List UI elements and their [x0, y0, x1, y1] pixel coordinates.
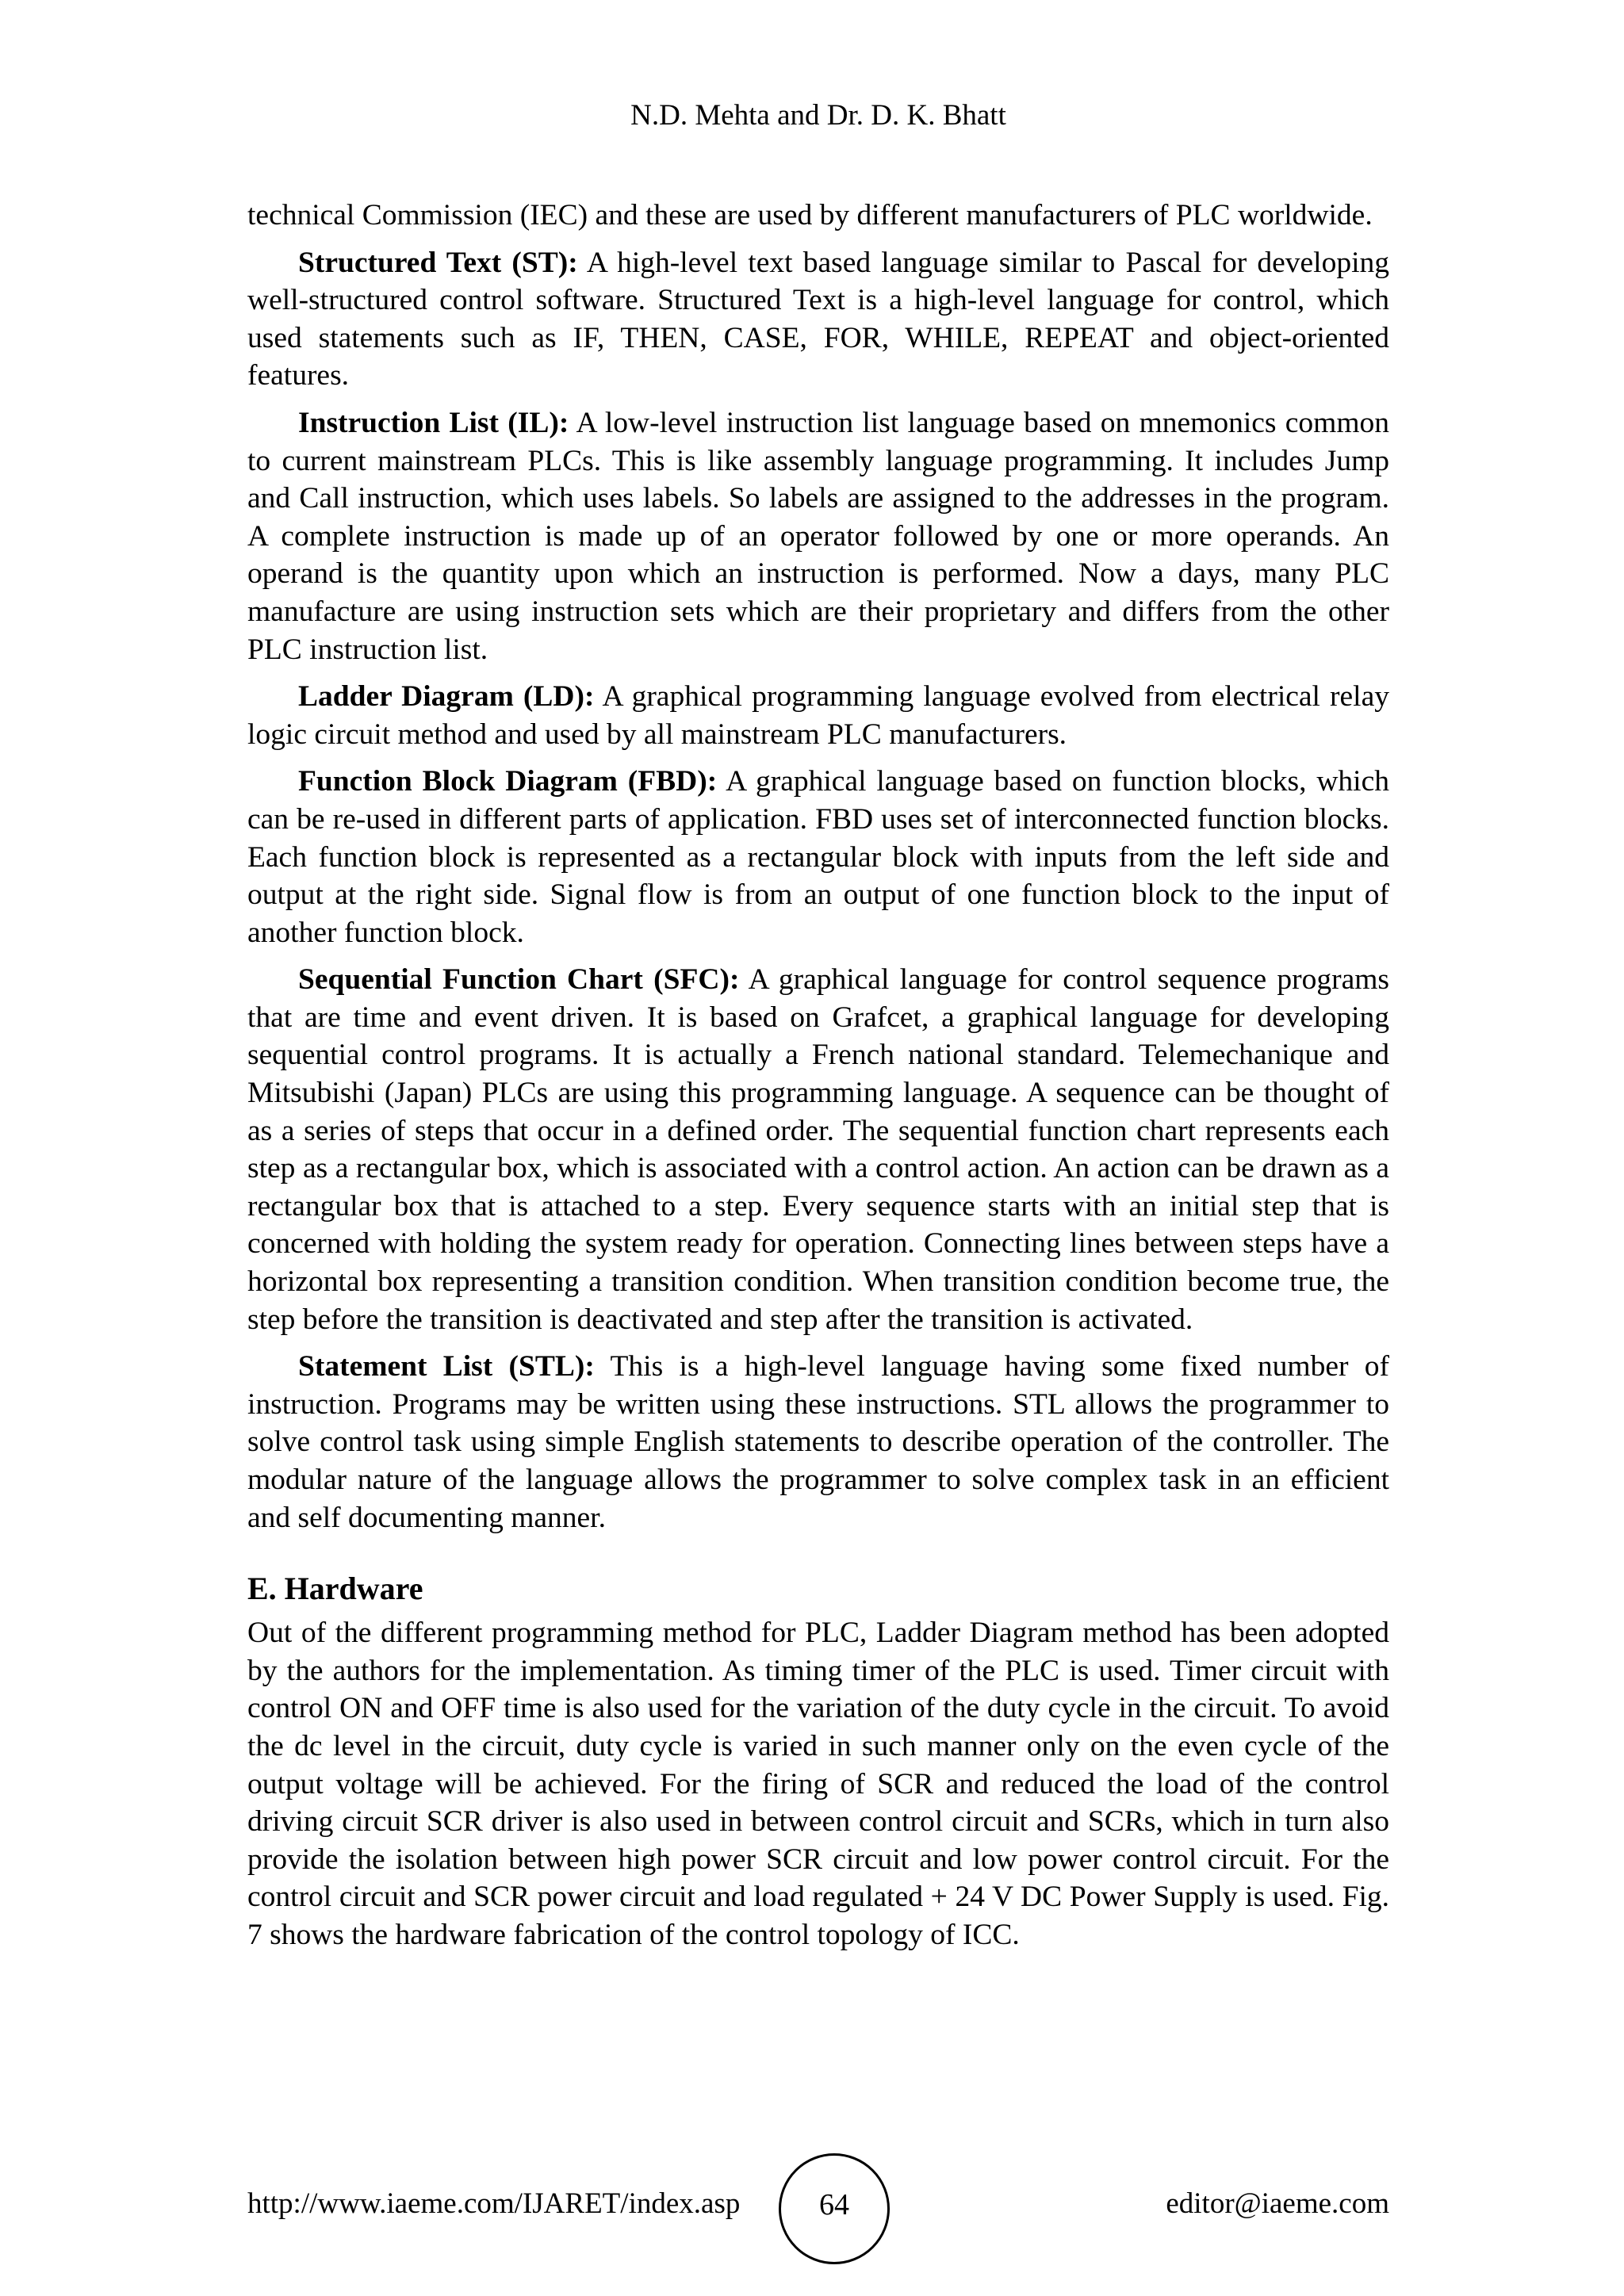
paragraph-hardware: Out of the different programming method for PLC, Ladder Diagram method has been adopted by the authors for the implementation. As timing timer of the PLC is used. Timer circuit with control ON and OFF time is also used for the variation of the duty cycle in the circuit. To avoid the dc level in the circuit, duty cycle is varied in such manner only on the even cycle of the output voltage will be achieved. For the firing of SCR and reduced the load of the control driving circuit SCR driver is also used in between control circuit and SCRs, which in turn also provide the isolation between high power SCR circuit and low power control circuit. For the control circuit and SCR power circuit and load regulated + 24 V DC Power Supply is used. Fig. 7 shows the hardware fabrication of the control topology of ICC. [247, 1617, 1389, 1951]
term-function-block-diagram: Function Block Diagram (FBD): [298, 765, 718, 798]
paragraph-instruction-list [247, 404, 1389, 668]
term-ladder-diagram: Ladder Diagram (LD): [298, 680, 595, 714]
paragraph-statement-list [247, 1348, 1389, 1536]
section-heading-hardware: E. Hardware [247, 1571, 423, 1607]
term-structured-text: Structured Text (ST): [298, 246, 578, 279]
paragraph-structured-text [247, 244, 1389, 395]
footer-url-link[interactable]: http://www.iaeme.com/IJARET/index.asp [247, 2187, 741, 2220]
paragraph-sequential-function-chart [247, 961, 1389, 1338]
definition-sequential-function-chart: A graphical language for control sequence programs that are time and event driven. It is based on Grafcet, a graphical language for developing sequential control programs. It is actually a French national standard. Telemechanique and Mitsubishi (Japan) PLCs are using this programming language. A sequence can be thought of as a series of steps that occur in a defined order. The sequential function chart represents each step as a rectangular box, which is associated with a control action. An action can be drawn as a rectangular box that is attached to a step. Every sequence starts with an initial step that is concerned with holding the system ready for operation. Connecting lines between steps have a horizontal box representing a transition condition. When transition condition become true, the step before the transition is deactivated and step after the transition is activated. [247, 963, 1389, 1336]
paragraph-function-block-diagram [247, 763, 1389, 951]
paragraph-ladder-diagram [247, 678, 1389, 753]
page-number-circle [779, 2153, 890, 2264]
body-text [247, 197, 1389, 1964]
running-head: N.D. Mehta and Dr. D. K. Bhatt [630, 99, 1006, 132]
definition-structured-text: A high-level text based language similar to Pascal for developing well-structured control software. Structured Text is a high-level language for control, which used statements such as IF, THEN, CASE, FOR, WHILE, REPEAT and object-oriented features. [247, 246, 1390, 392]
term-instruction-list: Instruction List (IL): [298, 406, 569, 439]
definition-statement-list: This is a high-level language having some fixed number of instruction. Programs may be written using these instructions. STL allows the programmer to solve control task using simple English statements to describe operation of the controller. The modular nature of the language allows the programmer to solve complex task in an efficient and self documenting manner. [247, 1350, 1389, 1534]
paragraph-iec-continuation: technical Commission (IEC) and these are used by different manufacturers of PLC worldwide. [247, 199, 1373, 232]
definition-function-block-diagram: A graphical language based on function blocks, which can be re-used in different parts of application. FBD uses set of interconnected function blocks. Each function block is represented as a rectangular block with inputs from the left side and output at the right side. Signal flow is from an output of one function block to the input of another function block. [247, 765, 1389, 949]
page-number: 64 [819, 2188, 849, 2221]
paper-page [247, 0, 1389, 2296]
definition-ladder-diagram: A graphical programming language evolved from electrical relay logic circuit method and used by all mainstream PLC manufacturers. [247, 680, 1389, 751]
footer-email-link[interactable]: editor@iaeme.com [1166, 2187, 1389, 2220]
term-sequential-function-chart: Sequential Function Chart (SFC): [298, 963, 740, 997]
page-footer [247, 2153, 1389, 2248]
definition-instruction-list: A low-level instruction list language based on mnemonics common to current mainstream PLCs. This is like assembly language programming. It includes Jump and Call instruction, which uses labels. So labels are assigned to the addresses in the program. A complete instruction is made up of an operator followed by one or more operands. An operand is the quantity upon which an instruction is performed. Now a days, many PLC manufacture are using instruction sets which are their proprietary and differs from the other PLC instruction list. [247, 406, 1389, 666]
term-statement-list: Statement List (STL): [298, 1350, 595, 1383]
